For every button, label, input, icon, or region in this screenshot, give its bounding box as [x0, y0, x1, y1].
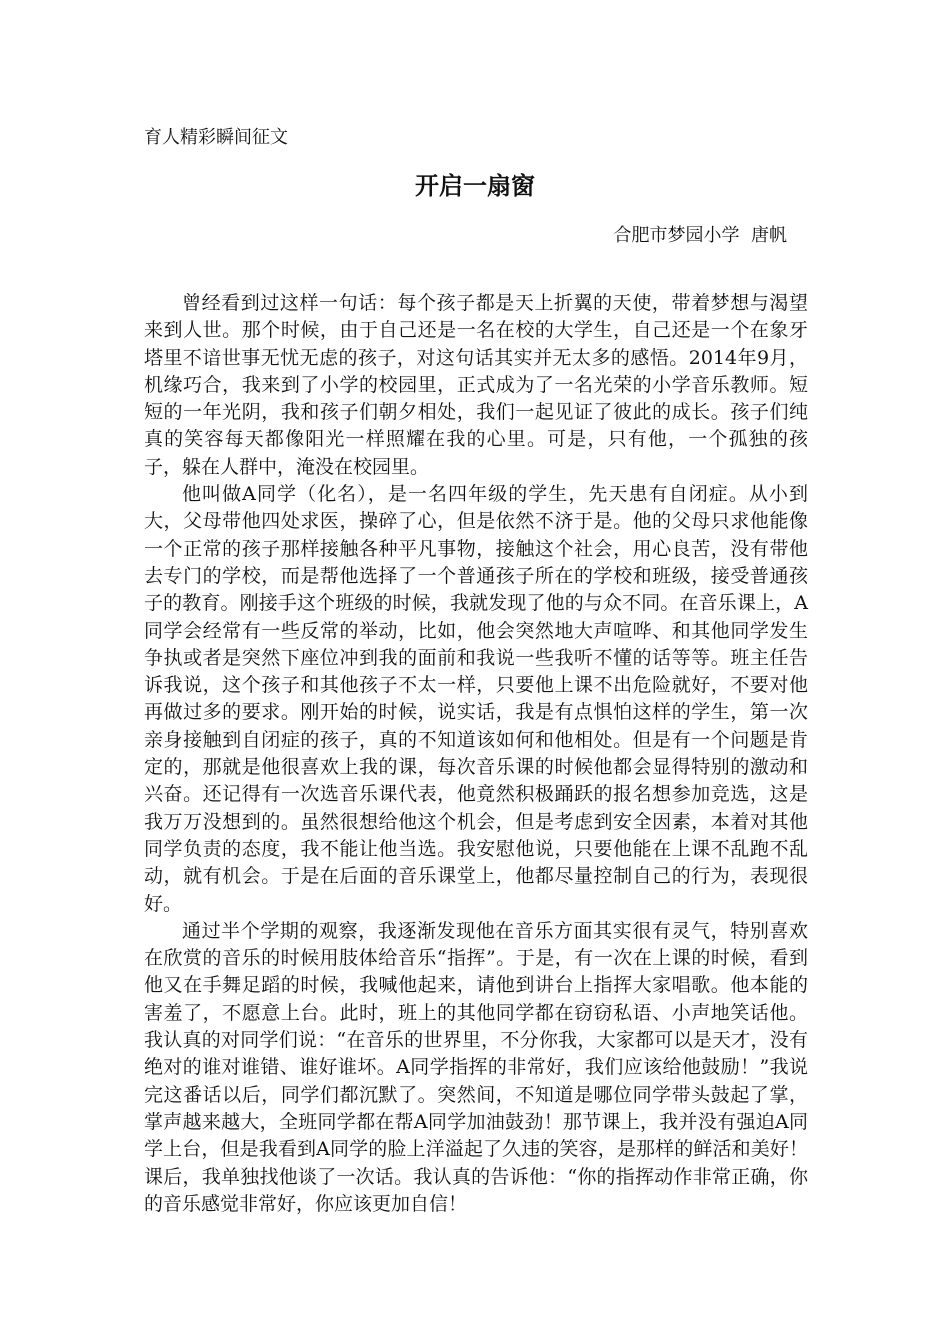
paragraph: 曾经看到过这样一句话：每个孩子都是天上折翼的天使，带着梦想与渴望来到人世。那个时候，由于自己还是一名在校的大学生，自己还是一个在象牙塔里不谙世事无忧无虑的孩子，对这句话其实并无太多的感悟。2014年9月，机缘巧合，我来到了小学的校园里，正式成为了一名光荣的小学音乐教师。短短的一年光阴，我和孩子们朝夕相处，我们一起见证了彼此的成长。孩子们纯真的笑容每天都像阳光一样照耀在我的心里。可是，只有他，一个孤独的孩子，躲在人群中，淹没在校园里。: [144, 292, 808, 478]
document-body: [144, 290, 808, 1218]
document-title: 开启一扇窗: [415, 172, 535, 200]
paragraph: 通过半个学期的观察，我逐渐发现他在音乐方面其实很有灵气，特别喜欢在欣赏的音乐的时候用肢体给音乐“指挥”。于是，有一次在上课的时候，看到他又在手舞足蹈的时候，我喊他起来，请他到讲台上指挥大家唱歌。他本能的害羞了，不愿意上台。此时，班上的其他同学都在窃窃私语、小声地笑话他。我认真的对同学们说：“在音乐的世界里，不分你我，大家都可以是天才，没有绝对的谁对谁错、谁好谁坏。A同学指挥的非常好，我们应该给他鼓励！”我说完这番话以后，同学们都沉默了。突然间，不知道是哪位同学带头鼓起了掌，掌声越来越大，全班同学都在帮A同学加油鼓劲！那节课上，我并没有强迫A同学上台，但是我看到A同学的脸上洋溢起了久违的笑容，是那样的鲜活和美好！课后，我单独找他谈了一次话。我认真的告诉他：“你的指挥动作非常正确，你的音乐感觉非常好，你应该更加自信！: [144, 919, 808, 1215]
document-author: 合肥市梦园小学 唐帆: [613, 225, 787, 246]
document-header: 育人精彩瞬间征文: [144, 127, 288, 148]
paragraph: 他叫做A同学（化名），是一名四年级的学生，先天患有自闭症。从小到大，父母带他四处求医，操碎了心，但是依然不济于是。他的父母只求他能像一个正常的孩子那样接触各种平凡事物，接触这个社会，用心良苦，没有带他去专门的学校，而是帮他选择了一个普通孩子所在的学校和班级，接受普通孩子的教育。刚接手这个班级的时候，我就发现了他的与众不同。在音乐课上，A同学会经常有一些反常的举动，比如，他会突然地大声喧哗、和其他同学发生争执或者是突然下座位冲到我的面前和我说一些我听不懂的话等等。班主任告诉我说，这个孩子和其他孩子不太一样，只要他上课不出危险就好，不要对他再做过多的要求。刚开始的时候，说实话，我是有点惧怕这样的学生，第一次亲身接触到自闭症的孩子，真的不知道该如何和他相处。但是有一个问题是肯定的，那就是他很喜欢上我的课，每次音乐课的时候他都会显得特别的激动和兴奋。还记得有一次选音乐课代表，他竟然积极踊跃的报名想参加竞选，这是我万万没想到的。虽然很想给他这个机会，但是考虑到安全因素，本着对其他同学负责的态度，我不能让他当选。我安慰他说，只要他能在上课不乱跑不乱动，就有机会。于是在后面的音乐课堂上，他都尽量控制自己的行为，表现很好。: [144, 483, 808, 915]
